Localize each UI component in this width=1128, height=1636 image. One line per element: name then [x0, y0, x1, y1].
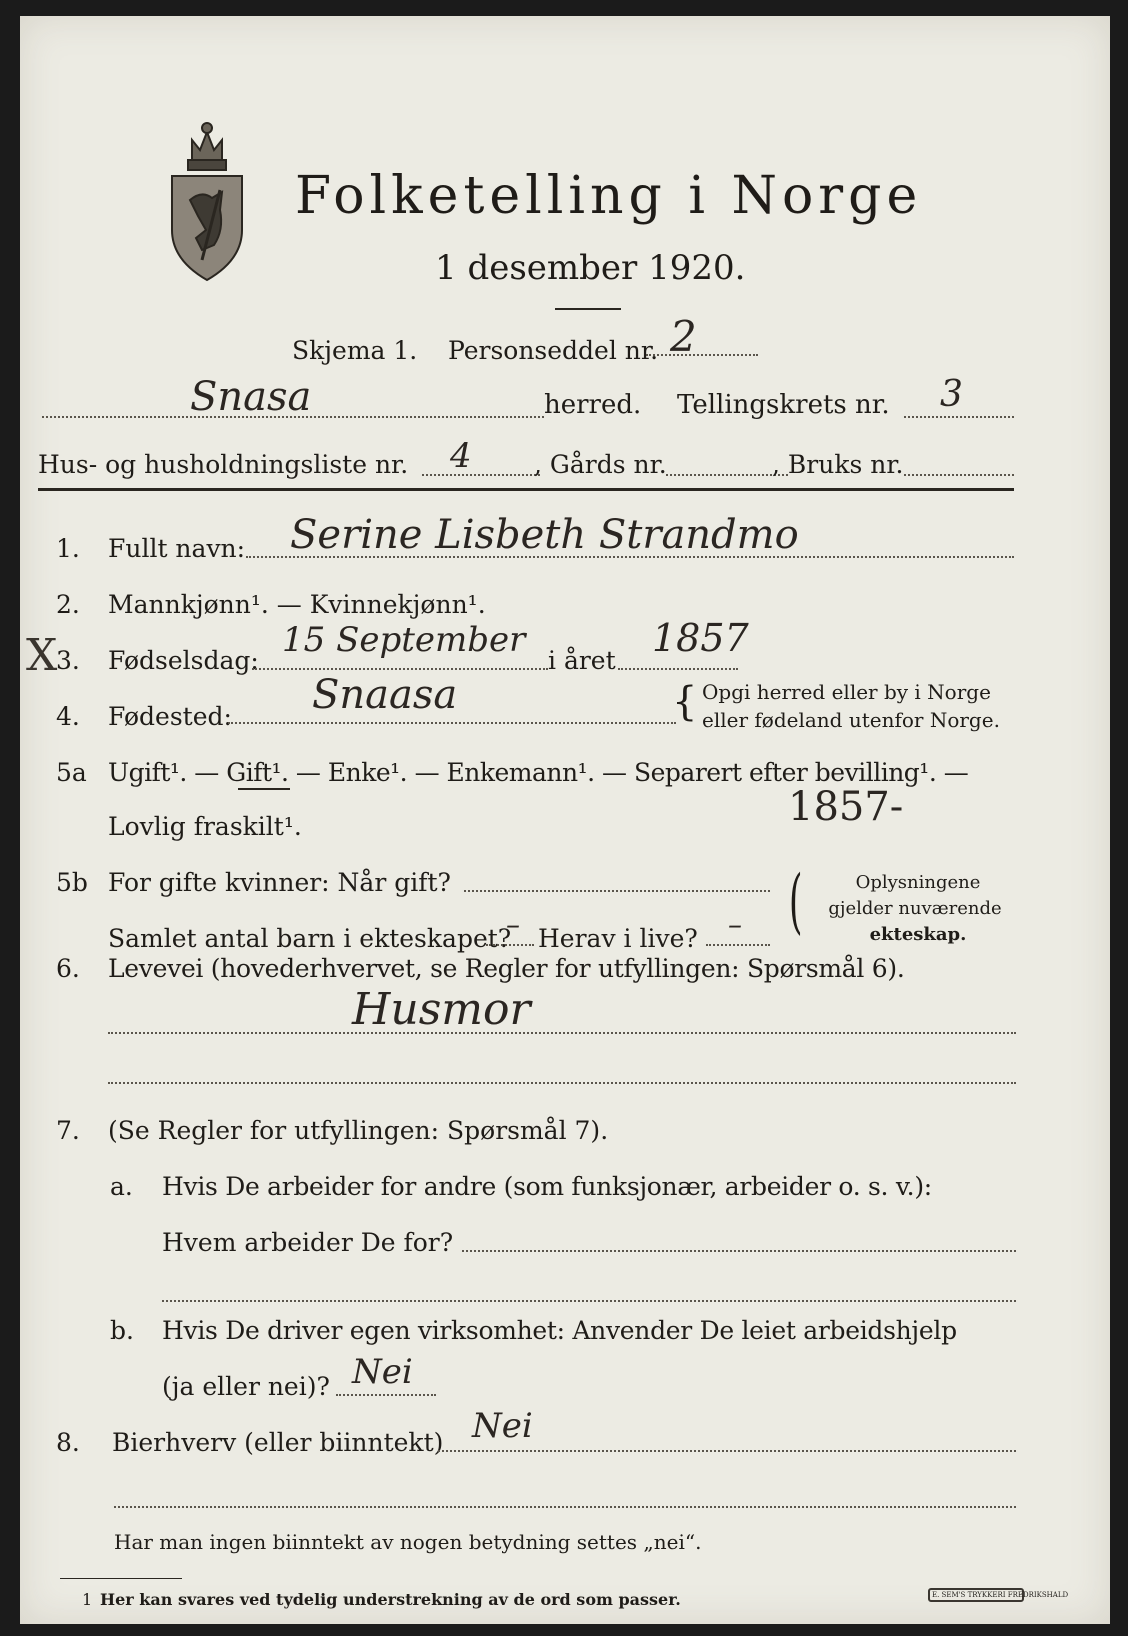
- children-count-value: –: [506, 908, 520, 941]
- occupation-value: Husmor: [352, 984, 531, 1035]
- tellingskrets-field[interactable]: [904, 416, 1014, 418]
- children-alive-field[interactable]: [706, 944, 770, 946]
- q8-number: 8.: [56, 1428, 80, 1457]
- q5b-line1: For gifte kvinner: Når gift?: [108, 868, 451, 897]
- q3-label: Fødselsdag:: [108, 646, 259, 675]
- norwegian-coat-of-arms-icon: [162, 120, 252, 284]
- header-rule: [38, 488, 1014, 491]
- birthday-field[interactable]: [252, 668, 548, 670]
- personseddel-value: 2: [670, 312, 697, 361]
- children-count-field[interactable]: [486, 944, 534, 946]
- q5b-note-line1: Oplysningene: [855, 872, 981, 893]
- q4-label: Fødested:: [108, 702, 232, 731]
- children-alive-value: –: [728, 908, 742, 941]
- footnote-mark: 1: [82, 1590, 93, 1609]
- birth-year-field[interactable]: [618, 668, 738, 670]
- q4-number: 4.: [56, 702, 80, 731]
- birth-year-value: 1857: [652, 616, 749, 660]
- q5b-alive-label: Herav i live?: [538, 924, 698, 953]
- q4-note-line2: eller fødeland utenfor Norge.: [702, 708, 1000, 732]
- q7b-line1: Hvis De driver egen virksomhet: Anvender De leiet arbeidshjelp: [162, 1316, 957, 1345]
- footnote-rule: [60, 1578, 182, 1579]
- q5a-line1: Ugift¹. — Gift¹. — Enke¹. — Enkemann¹. — Separert efter bevilling¹. —: [108, 758, 969, 787]
- side-income-value: Nei: [472, 1406, 533, 1446]
- footnote-text: Her kan svares ved tydelig understrekning av de ord som passer.: [100, 1590, 681, 1609]
- footer-note: Har man ingen biinntekt av nogen betydning settes „nei“.: [114, 1530, 702, 1554]
- q5a-line2: Lovlig fraskilt¹.: [108, 812, 302, 841]
- q5b-number: 5b: [56, 868, 88, 897]
- birthplace-field[interactable]: [228, 722, 676, 724]
- husliste-field[interactable]: [422, 474, 540, 476]
- bruks-field[interactable]: [904, 474, 1014, 476]
- title-divider: [555, 308, 621, 310]
- q7a-line2: Hvem arbeider De for?: [162, 1228, 454, 1257]
- employer-field[interactable]: [462, 1250, 1016, 1252]
- q7a-letter: a.: [110, 1172, 133, 1201]
- herred-label: herred.: [544, 390, 642, 420]
- q3-number: 3.: [56, 646, 80, 675]
- q5a-number: 5a: [56, 758, 87, 787]
- printer-stamp: E. SEM'S TRYKKERI FREDRIKSHALD: [928, 1588, 1024, 1602]
- side-income-field[interactable]: [438, 1450, 1016, 1452]
- side-income-field-line2[interactable]: [114, 1506, 1016, 1508]
- census-form-page: [20, 16, 1110, 1624]
- gift-underline: [238, 788, 290, 790]
- herred-value: Snasa: [190, 374, 312, 420]
- bruks-label: , Bruks nr.: [772, 450, 904, 479]
- marriage-date-field[interactable]: [464, 890, 770, 892]
- q7b-line2: (ja eller nei)?: [162, 1372, 330, 1401]
- birthplace-value: Snaasa: [312, 672, 458, 718]
- q1-number: 1.: [56, 534, 80, 563]
- personseddel-label: Personseddel nr.: [448, 336, 659, 365]
- tellingskrets-label: Tellingskrets nr.: [677, 390, 890, 420]
- hired-help-field[interactable]: [336, 1394, 436, 1396]
- q6-number: 6.: [56, 954, 80, 983]
- q4-note-line1: Opgi herred eller by i Norge: [702, 680, 991, 704]
- q7b-letter: b.: [110, 1316, 134, 1345]
- margin-check-mark: X: [26, 630, 58, 681]
- q1-label: Fullt navn:: [108, 534, 246, 563]
- q5b-note-line2: gjelder nuværende: [828, 898, 1002, 919]
- gaards-label: , Gårds nr.: [534, 450, 667, 479]
- q5b-note-line3: ekteskap.: [869, 924, 967, 945]
- q7-label: (Se Regler for utfyllingen: Spørsmål 7).: [108, 1116, 609, 1145]
- occupation-field[interactable]: [108, 1032, 1016, 1034]
- q2-label: Mannkjønn¹. — Kvinnekjønn¹.: [108, 590, 486, 619]
- q8-label: Bierhverv (eller biinntekt): [112, 1428, 444, 1457]
- husliste-value: 4: [450, 436, 472, 476]
- q3-year-label: i året: [548, 646, 616, 675]
- husliste-label: Hus- og husholdningsliste nr.: [38, 450, 409, 479]
- q5b-note-brace: (: [788, 860, 803, 942]
- occupation-field-line2[interactable]: [108, 1082, 1016, 1084]
- gaards-field[interactable]: [666, 474, 788, 476]
- q6-label: Levevei (hovederhvervet, se Regler for utfyllingen: Spørsmål 6).: [108, 954, 905, 983]
- hired-help-value: Nei: [352, 1352, 413, 1392]
- tellingskrets-value: 3: [940, 374, 963, 415]
- q2-number: 2.: [56, 590, 80, 619]
- birthday-value: 15 September: [282, 620, 526, 660]
- personseddel-field[interactable]: [646, 354, 758, 356]
- census-date: 1 desember 1920.: [435, 248, 746, 288]
- skjema-label: Skjema 1.: [292, 336, 418, 365]
- full-name-value: Serine Lisbeth Strandmo: [290, 512, 799, 558]
- q7a-line1: Hvis De arbeider for andre (som funksjonær, arbeider o. s. v.):: [162, 1172, 932, 1201]
- q5a-marginal-value: 1857-: [788, 784, 904, 830]
- q5b-children-label: Samlet antal barn i ekteskapet?: [108, 924, 512, 953]
- employer-field-line2[interactable]: [162, 1300, 1016, 1302]
- q4-note-brace: {: [672, 679, 698, 725]
- q7-number: 7.: [56, 1116, 80, 1145]
- form-title: Folketelling i Norge: [295, 166, 923, 226]
